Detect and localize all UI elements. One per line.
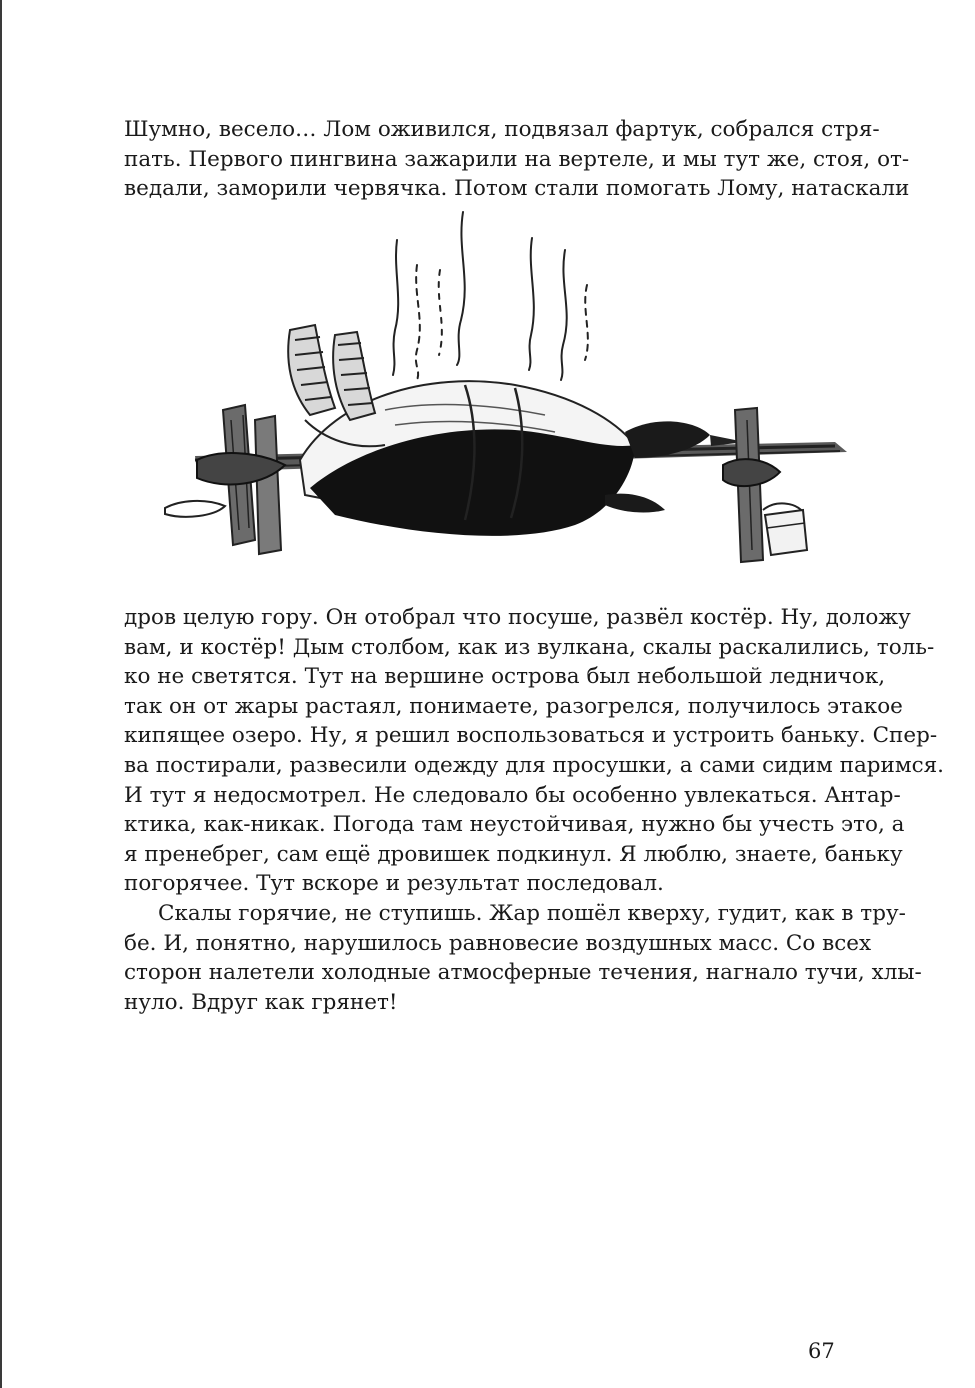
text-line: нуло. Вдруг как грянет! xyxy=(124,989,398,1015)
text-line: Шумно, весело… Лом оживился, подвязал фартук, собрался стря- xyxy=(124,117,880,142)
text-line: ко не светятся. Тут на вершине острова был небольшой ледничок, xyxy=(124,664,886,690)
steam-lines xyxy=(393,212,588,380)
text-line: вам, и костёр! Дым столбом, как из вулкана, скалы раскалились, толь- xyxy=(124,634,935,660)
text-line: погорячее. Тут вскоре и результат последовал. xyxy=(124,871,664,897)
text-line: так он от жары растаял, понимаете, разогрелся, получилось этакое xyxy=(124,693,903,719)
penguin-on-spit-illustration xyxy=(135,210,860,585)
paragraph-bottom xyxy=(124,603,945,1017)
text-line: кипящее озеро. Ну, я решил воспользоваться и устроить баньку. Спер- xyxy=(124,723,938,749)
text-line: ктика, как-никак. Погода там неустойчивая, нужно бы учесть это, а xyxy=(124,812,905,838)
text-line: Скалы горячие, не ступишь. Жар пошёл кверху, гудит, как в тру- xyxy=(158,900,906,926)
text-line: сторон налетели холодные атмосферные течения, нагнало тучи, хлы- xyxy=(124,960,922,986)
text-line: ва постирали, развесили одежду для просушки, а сами сидим паримся. xyxy=(124,752,945,778)
text-line: И тут я недосмотрел. Не следовало бы особенно увлекаться. Антар- xyxy=(124,782,901,808)
text-line: пать. Первого пингвина зажарили на вертеле, и мы тут же, стоя, от- xyxy=(124,146,910,172)
text-line: дров целую гору. Он отобрал что посуше, развёл костёр. Ну, доложу xyxy=(124,605,911,630)
page-number: 67 xyxy=(808,1339,835,1363)
paragraph-top xyxy=(124,115,910,204)
text-line: бе. И, понятно, нарушилось равновесие воздушных масс. Со всех xyxy=(124,930,872,956)
text-line: ведали, заморили червячка. Потом стали помогать Лому, натаскали xyxy=(124,176,910,202)
page-edge xyxy=(0,0,2,1388)
text-line: я пренебрег, сам ещё дровишек подкинул. Я люблю, знаете, баньку xyxy=(124,841,903,867)
